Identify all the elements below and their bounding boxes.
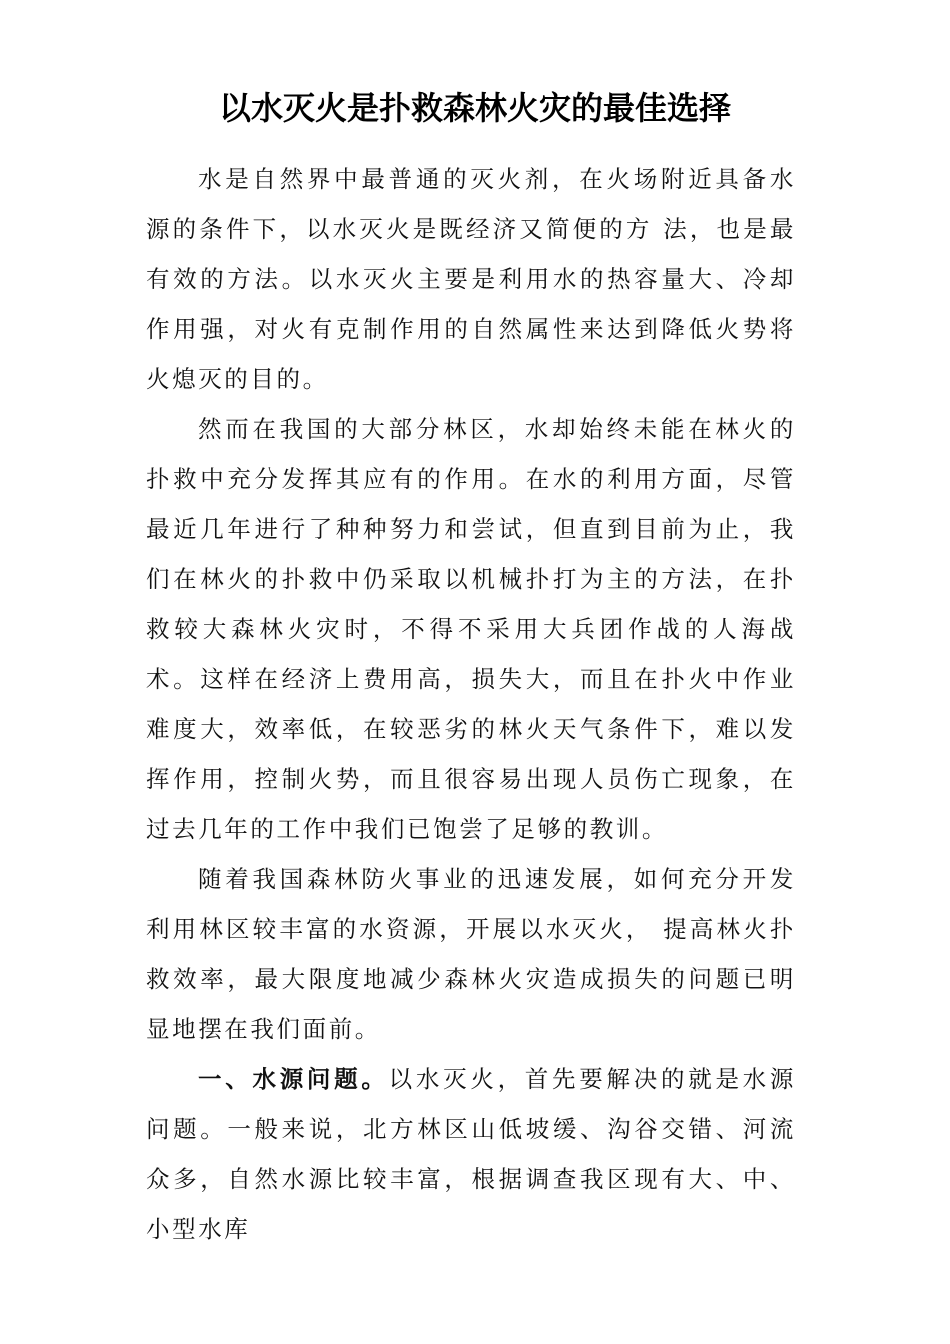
document-title: 以水灭火是扑救森林火灾的最佳选择 xyxy=(218,89,731,127)
section-1-paragraph xyxy=(146,1054,796,1254)
paragraph-2: 然而在我国的大部分林区，水却始终未能在林火的扑救中充分发挥其应有的作用。在水的利用方面，尽管最近几年进行了种种努力和尝试，但直到目前为止，我们在林火的扑救中仍采取以机械扑打为主的方法，在扑救较大森林火灾时，不得不采用大兵团作战的人海战术。这样在经济上费用高，损失大，而且在扑火中作业难度大，效率低，在较恶劣的林火天气条件下，难以发挥作用，控制火势，而且很容易出现人员伤亡现象，在过去几年的工作中我们已饱尝了足够的教训。 xyxy=(146,415,796,843)
paragraph-1: 水是自然界中最普通的灭火剂，在火场附近具备水源的条件下，以水灭火是既经济又简便的方 法，也是最有效的方法。以水灭火主要是利用水的热容量大、冷却作用强，对火有克制作用的自然属性来达到降低火势将火熄灭的目的。 xyxy=(146,165,796,393)
section-1-text: 以水灭火，首先要解决的就是水源问题。一般来说，北方林区山低坡缓、沟谷交错、河流众多，自然水源比较丰富，根据调查我区现有大、中、小型水库 xyxy=(146,1065,797,1243)
section-1-heading: 一、水源问题。 xyxy=(198,1065,389,1093)
paragraph-3: 随着我国森林防火事业的迅速发展，如何充分开发利用林区较丰富的水资源，开展以水灭火， 提高林火扑救效率，最大限度地减少森林火灾造成损失的问题已明显地摆在我们面前。 xyxy=(146,865,796,1043)
document-body xyxy=(146,154,796,1254)
